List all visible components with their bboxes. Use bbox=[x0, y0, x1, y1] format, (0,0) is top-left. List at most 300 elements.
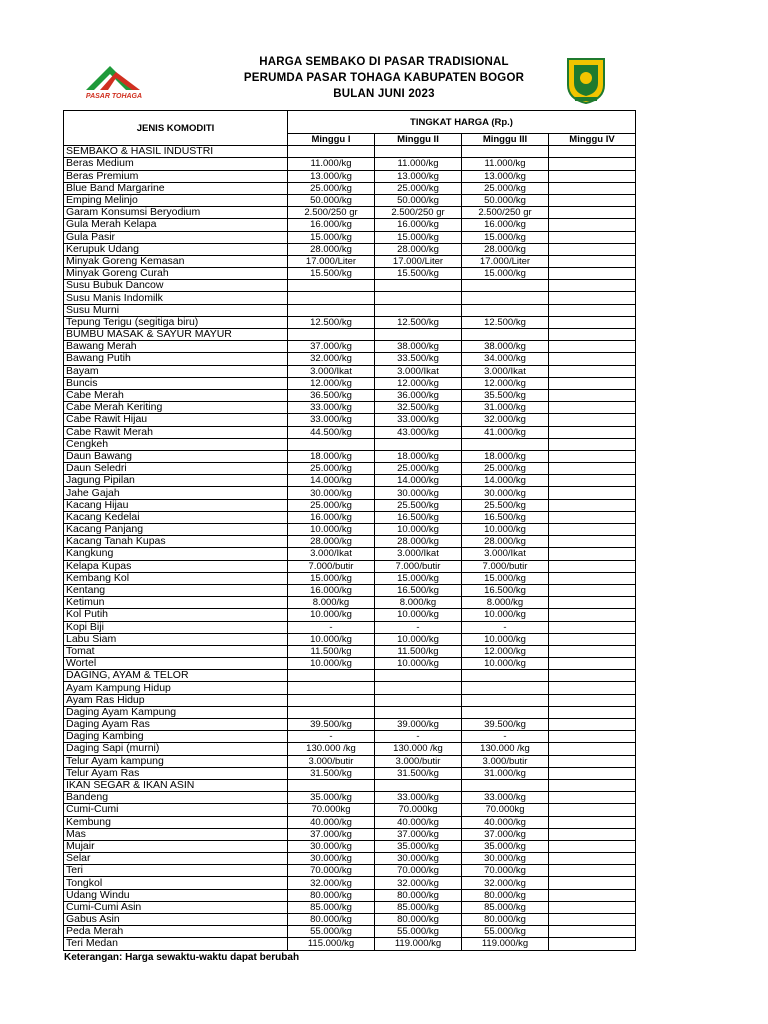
price-cell bbox=[549, 621, 636, 633]
price-cell bbox=[549, 658, 636, 670]
table-row bbox=[64, 268, 636, 280]
price-cell bbox=[462, 438, 549, 450]
price-cell bbox=[549, 597, 636, 609]
price-cell: - bbox=[375, 731, 462, 743]
commodity-name: Tepung Terigu (segitiga biru) bbox=[64, 316, 288, 328]
commodity-name: Teri bbox=[64, 865, 288, 877]
commodity-name: Teri Medan bbox=[64, 938, 288, 950]
price-cell: 3.000/butir bbox=[375, 755, 462, 767]
table-row bbox=[64, 853, 636, 865]
table-row bbox=[64, 694, 636, 706]
price-cell: 12.500/kg bbox=[375, 316, 462, 328]
price-cell bbox=[288, 304, 375, 316]
price-cell bbox=[288, 682, 375, 694]
table-row bbox=[64, 584, 636, 596]
table-row bbox=[64, 524, 636, 536]
price-cell: 34.000/kg bbox=[462, 353, 549, 365]
commodity-name: Buncis bbox=[64, 377, 288, 389]
price-cell: 33.000/kg bbox=[288, 414, 375, 426]
price-cell: 10.000/kg bbox=[462, 524, 549, 536]
price-cell: 130.000 /kg bbox=[375, 743, 462, 755]
price-cell: 25.000/kg bbox=[462, 182, 549, 194]
price-cell bbox=[549, 438, 636, 450]
price-cell bbox=[549, 633, 636, 645]
price-cell: 37.000/kg bbox=[288, 828, 375, 840]
table-row bbox=[64, 816, 636, 828]
price-cell bbox=[462, 329, 549, 341]
commodity-name: Jagung Pipilan bbox=[64, 475, 288, 487]
price-cell: 14.000/kg bbox=[462, 475, 549, 487]
table-row bbox=[64, 865, 636, 877]
table-row bbox=[64, 633, 636, 645]
price-cell: 16.000/kg bbox=[375, 219, 462, 231]
price-cell: 32.000/kg bbox=[462, 877, 549, 889]
price-cell bbox=[549, 889, 636, 901]
price-cell: 38.000/kg bbox=[375, 341, 462, 353]
table-row bbox=[64, 353, 636, 365]
commodity-name: Kembung bbox=[64, 816, 288, 828]
price-cell: 2.500/250 gr bbox=[375, 207, 462, 219]
price-cell: 18.000/kg bbox=[462, 450, 549, 462]
price-cell bbox=[375, 682, 462, 694]
price-cell: 12.500/kg bbox=[288, 316, 375, 328]
price-cell: - bbox=[462, 731, 549, 743]
price-cell: 31.500/kg bbox=[288, 767, 375, 779]
commodity-name: Wortel bbox=[64, 658, 288, 670]
commodity-name: Jahe Gajah bbox=[64, 487, 288, 499]
commodity-name: Gula Pasir bbox=[64, 231, 288, 243]
price-cell: 3.000/Ikat bbox=[462, 548, 549, 560]
price-cell bbox=[375, 670, 462, 682]
price-cell: 80.000/kg bbox=[462, 889, 549, 901]
price-cell bbox=[549, 792, 636, 804]
table-row bbox=[64, 219, 636, 231]
price-cell: 35.000/kg bbox=[375, 840, 462, 852]
commodity-name: Kembang Kol bbox=[64, 572, 288, 584]
price-cell bbox=[549, 609, 636, 621]
price-cell: 33.000/kg bbox=[375, 414, 462, 426]
table-row bbox=[64, 572, 636, 584]
price-cell: 32.000/kg bbox=[288, 353, 375, 365]
price-cell: 7.000/butir bbox=[375, 560, 462, 572]
price-cell: 16.000/kg bbox=[288, 219, 375, 231]
price-cell: 70.000/kg bbox=[462, 865, 549, 877]
price-cell bbox=[462, 146, 549, 158]
price-cell: 32.000/kg bbox=[375, 877, 462, 889]
price-cell: 44.500/kg bbox=[288, 426, 375, 438]
price-cell bbox=[462, 670, 549, 682]
price-cell: 15.500/kg bbox=[288, 268, 375, 280]
price-cell: 13.000/kg bbox=[375, 170, 462, 182]
title-line-1: HARGA SEMBAKO DI PASAR TRADISIONAL bbox=[259, 56, 509, 68]
price-cell: 50.000/kg bbox=[288, 194, 375, 206]
price-cell bbox=[375, 706, 462, 718]
price-cell: 32.000/kg bbox=[288, 877, 375, 889]
table-row bbox=[64, 170, 636, 182]
table-row bbox=[64, 511, 636, 523]
commodity-name: Daging Ayam Kampung bbox=[64, 706, 288, 718]
table-row bbox=[64, 499, 636, 511]
price-cell: 28.000/kg bbox=[462, 243, 549, 255]
price-cell: 16.500/kg bbox=[375, 584, 462, 596]
table-row bbox=[64, 828, 636, 840]
price-cell: 3.000/butir bbox=[462, 755, 549, 767]
commodity-name: Susu Manis Indomilk bbox=[64, 292, 288, 304]
price-cell bbox=[549, 207, 636, 219]
price-cell: 37.000/kg bbox=[288, 341, 375, 353]
commodity-name: Kelapa Kupas bbox=[64, 560, 288, 572]
price-cell bbox=[549, 828, 636, 840]
price-cell: 70.000/kg bbox=[288, 865, 375, 877]
table-row bbox=[64, 548, 636, 560]
commodity-name: Peda Merah bbox=[64, 926, 288, 938]
price-cell: 41.000/kg bbox=[462, 426, 549, 438]
price-cell bbox=[549, 475, 636, 487]
price-cell bbox=[549, 572, 636, 584]
table-row bbox=[64, 767, 636, 779]
price-cell: 15.500/kg bbox=[375, 268, 462, 280]
price-cell: 7.000/butir bbox=[462, 560, 549, 572]
table-row bbox=[64, 536, 636, 548]
price-cell: 40.000/kg bbox=[288, 816, 375, 828]
price-cell: 15.000/kg bbox=[375, 572, 462, 584]
price-cell bbox=[288, 280, 375, 292]
price-cell: 10.000/kg bbox=[462, 658, 549, 670]
price-cell: 11.500/kg bbox=[375, 645, 462, 657]
price-cell bbox=[549, 524, 636, 536]
price-cell bbox=[549, 840, 636, 852]
commodity-name: Bawang Merah bbox=[64, 341, 288, 353]
price-cell: 33.000/kg bbox=[288, 402, 375, 414]
table-row bbox=[64, 487, 636, 499]
price-cell: 10.000/kg bbox=[375, 633, 462, 645]
price-cell bbox=[549, 255, 636, 267]
commodity-name: Cabe Merah bbox=[64, 389, 288, 401]
price-cell bbox=[549, 536, 636, 548]
price-cell bbox=[549, 219, 636, 231]
price-cell bbox=[549, 926, 636, 938]
price-cell bbox=[462, 779, 549, 791]
price-cell bbox=[549, 779, 636, 791]
title-line-3: BULAN JUNI 2023 bbox=[333, 88, 435, 100]
commodity-name: Mas bbox=[64, 828, 288, 840]
price-cell: 17.000/Liter bbox=[462, 255, 549, 267]
table-row bbox=[64, 426, 636, 438]
price-cell: 2.500/250 gr bbox=[288, 207, 375, 219]
table-row bbox=[64, 194, 636, 206]
table-row bbox=[64, 621, 636, 633]
price-cell bbox=[375, 438, 462, 450]
price-cell: 55.000/kg bbox=[462, 926, 549, 938]
price-cell: 28.000/kg bbox=[375, 536, 462, 548]
header-week-4: Minggu IV bbox=[549, 134, 636, 146]
price-cell bbox=[549, 511, 636, 523]
price-cell: 30.000/kg bbox=[288, 853, 375, 865]
commodity-name: Bandeng bbox=[64, 792, 288, 804]
price-cell: 37.000/kg bbox=[375, 828, 462, 840]
price-cell: 40.000/kg bbox=[375, 816, 462, 828]
section-title: IKAN SEGAR & IKAN ASIN bbox=[64, 779, 288, 791]
price-cell bbox=[549, 353, 636, 365]
price-cell: 25.500/kg bbox=[462, 499, 549, 511]
price-cell: 10.000/kg bbox=[288, 609, 375, 621]
price-cell: 70.000kg bbox=[288, 804, 375, 816]
price-cell: 80.000/kg bbox=[375, 889, 462, 901]
section-row bbox=[64, 779, 636, 791]
price-cell: 36.500/kg bbox=[288, 389, 375, 401]
price-cell: 10.000/kg bbox=[375, 524, 462, 536]
table-row bbox=[64, 463, 636, 475]
table-row bbox=[64, 389, 636, 401]
price-cell: 70.000kg bbox=[375, 804, 462, 816]
table-row bbox=[64, 719, 636, 731]
table-row bbox=[64, 645, 636, 657]
price-cell: - bbox=[288, 731, 375, 743]
price-cell: - bbox=[288, 621, 375, 633]
header-week-3: Minggu III bbox=[462, 134, 549, 146]
price-cell: 10.000/kg bbox=[375, 609, 462, 621]
price-cell bbox=[375, 779, 462, 791]
price-cell bbox=[375, 292, 462, 304]
table-row bbox=[64, 755, 636, 767]
price-cell bbox=[549, 194, 636, 206]
price-cell bbox=[375, 280, 462, 292]
price-cell bbox=[549, 719, 636, 731]
price-cell: 17.000/Liter bbox=[288, 255, 375, 267]
table-row bbox=[64, 292, 636, 304]
commodity-name: Beras Medium bbox=[64, 158, 288, 170]
commodity-name: Tomat bbox=[64, 645, 288, 657]
section-row bbox=[64, 670, 636, 682]
price-cell bbox=[549, 865, 636, 877]
price-cell: 31.000/kg bbox=[462, 402, 549, 414]
price-cell: 8.000/kg bbox=[375, 597, 462, 609]
price-cell: 10.000/kg bbox=[375, 658, 462, 670]
price-cell: 80.000/kg bbox=[375, 914, 462, 926]
price-cell: 130.000 /kg bbox=[462, 743, 549, 755]
price-cell: 33.000/kg bbox=[375, 792, 462, 804]
price-cell: 85.000/kg bbox=[375, 901, 462, 913]
price-cell bbox=[288, 694, 375, 706]
commodity-name: Susu Bubuk Dancow bbox=[64, 280, 288, 292]
commodity-name: Tongkol bbox=[64, 877, 288, 889]
price-cell: 119.000/kg bbox=[462, 938, 549, 950]
commodity-name: Minyak Goreng Curah bbox=[64, 268, 288, 280]
commodity-name: Garam Konsumsi Beryodium bbox=[64, 207, 288, 219]
price-cell bbox=[462, 694, 549, 706]
document-header bbox=[0, 0, 768, 110]
price-cell bbox=[549, 853, 636, 865]
price-cell: 39.500/kg bbox=[462, 719, 549, 731]
price-cell: 15.000/kg bbox=[288, 231, 375, 243]
price-cell bbox=[375, 694, 462, 706]
commodity-name: Telur Ayam kampung bbox=[64, 755, 288, 767]
price-cell bbox=[288, 670, 375, 682]
price-cell: 30.000/kg bbox=[288, 840, 375, 852]
table-row bbox=[64, 231, 636, 243]
commodity-name: Bawang Putih bbox=[64, 353, 288, 365]
price-cell: 55.000/kg bbox=[288, 926, 375, 938]
price-cell bbox=[549, 158, 636, 170]
price-cell bbox=[549, 694, 636, 706]
table-row bbox=[64, 792, 636, 804]
price-cell: 25.000/kg bbox=[288, 499, 375, 511]
price-cell bbox=[549, 365, 636, 377]
price-cell: 25.500/kg bbox=[375, 499, 462, 511]
price-cell: 25.000/kg bbox=[462, 463, 549, 475]
price-cell: 28.000/kg bbox=[288, 243, 375, 255]
price-cell: 11.000/kg bbox=[375, 158, 462, 170]
price-cell: 15.000/kg bbox=[375, 231, 462, 243]
table-row bbox=[64, 731, 636, 743]
price-cell bbox=[549, 560, 636, 572]
price-cell bbox=[549, 548, 636, 560]
commodity-name: Daun Bawang bbox=[64, 450, 288, 462]
price-cell bbox=[549, 292, 636, 304]
price-cell bbox=[549, 341, 636, 353]
price-cell bbox=[549, 243, 636, 255]
price-cell: 80.000/kg bbox=[288, 914, 375, 926]
logo-text: PASAR TOHAGA bbox=[85, 93, 143, 100]
commodity-name: Ketimun bbox=[64, 597, 288, 609]
price-cell: 12.000/kg bbox=[462, 377, 549, 389]
commodity-name: Cabe Rawit Merah bbox=[64, 426, 288, 438]
price-cell: 16.000/kg bbox=[462, 219, 549, 231]
commodity-name: Udang Windu bbox=[64, 889, 288, 901]
table-row bbox=[64, 926, 636, 938]
price-cell: 8.000/kg bbox=[462, 597, 549, 609]
price-cell bbox=[288, 438, 375, 450]
table-row bbox=[64, 316, 636, 328]
price-cell: 3.000/Ikat bbox=[462, 365, 549, 377]
commodity-name: Blue Band Margarine bbox=[64, 182, 288, 194]
commodity-name: Daun Seledri bbox=[64, 463, 288, 475]
price-cell: 32.000/kg bbox=[462, 414, 549, 426]
price-cell: 38.000/kg bbox=[462, 341, 549, 353]
commodity-name: Daging Sapi (murni) bbox=[64, 743, 288, 755]
table-row bbox=[64, 207, 636, 219]
price-cell: 10.000/kg bbox=[288, 658, 375, 670]
price-cell: 35.000/kg bbox=[288, 792, 375, 804]
price-cell: 3.000/Ikat bbox=[375, 548, 462, 560]
price-cell: 119.000/kg bbox=[375, 938, 462, 950]
price-cell bbox=[549, 170, 636, 182]
price-cell: - bbox=[462, 621, 549, 633]
price-cell: 25.000/kg bbox=[288, 463, 375, 475]
table-row bbox=[64, 280, 636, 292]
price-cell: 15.000/kg bbox=[462, 572, 549, 584]
header-tingkat-harga: TINGKAT HARGA (Rp.) bbox=[288, 111, 636, 134]
header-week-1: Minggu I bbox=[288, 134, 375, 146]
table-row bbox=[64, 304, 636, 316]
price-cell bbox=[549, 329, 636, 341]
price-cell: 50.000/kg bbox=[462, 194, 549, 206]
price-table bbox=[63, 110, 636, 951]
commodity-name: Kacang Tanah Kupas bbox=[64, 536, 288, 548]
table-row bbox=[64, 365, 636, 377]
table-row bbox=[64, 243, 636, 255]
price-cell: 10.000/kg bbox=[462, 609, 549, 621]
commodity-name: Kacang Hijau bbox=[64, 499, 288, 511]
price-cell: 25.000/kg bbox=[288, 182, 375, 194]
price-cell bbox=[549, 316, 636, 328]
price-cell: 2.500/250 gr bbox=[462, 207, 549, 219]
price-cell: 28.000/kg bbox=[375, 243, 462, 255]
price-cell bbox=[288, 329, 375, 341]
table-row bbox=[64, 658, 636, 670]
price-cell: 30.000/kg bbox=[288, 487, 375, 499]
commodity-name: Susu Murni bbox=[64, 304, 288, 316]
price-cell: 7.000/butir bbox=[288, 560, 375, 572]
table-row bbox=[64, 804, 636, 816]
price-cell: 18.000/kg bbox=[375, 450, 462, 462]
price-cell bbox=[462, 682, 549, 694]
price-cell: 39.000/kg bbox=[375, 719, 462, 731]
table-row bbox=[64, 914, 636, 926]
table-row bbox=[64, 877, 636, 889]
price-cell bbox=[549, 731, 636, 743]
price-cell: 35.000/kg bbox=[462, 840, 549, 852]
commodity-name: Labu Siam bbox=[64, 633, 288, 645]
commodity-name: Bayam bbox=[64, 365, 288, 377]
price-cell bbox=[549, 755, 636, 767]
title-line-2: PERUMDA PASAR TOHAGA KABUPATEN BOGOR bbox=[243, 72, 525, 84]
price-cell bbox=[549, 682, 636, 694]
price-cell bbox=[462, 706, 549, 718]
price-cell: 18.000/kg bbox=[288, 450, 375, 462]
price-cell bbox=[549, 402, 636, 414]
price-cell bbox=[549, 767, 636, 779]
price-cell bbox=[549, 670, 636, 682]
price-cell bbox=[549, 146, 636, 158]
table-row bbox=[64, 889, 636, 901]
price-cell: 16.500/kg bbox=[462, 511, 549, 523]
price-cell bbox=[549, 182, 636, 194]
price-cell: 15.000/kg bbox=[462, 268, 549, 280]
table-row bbox=[64, 706, 636, 718]
price-cell: 8.000/kg bbox=[288, 597, 375, 609]
commodity-name: Cumi-Cumi bbox=[64, 804, 288, 816]
price-cell: 25.000/kg bbox=[375, 182, 462, 194]
price-cell: 30.000/kg bbox=[375, 487, 462, 499]
price-cell: 36.000/kg bbox=[375, 389, 462, 401]
commodity-name: Daging Kambing bbox=[64, 731, 288, 743]
commodity-name: Kacang Kedelai bbox=[64, 511, 288, 523]
price-cell: 10.000/kg bbox=[288, 633, 375, 645]
price-cell bbox=[549, 914, 636, 926]
price-cell bbox=[549, 463, 636, 475]
price-cell: 30.000/kg bbox=[462, 853, 549, 865]
price-cell: 80.000/kg bbox=[462, 914, 549, 926]
price-cell bbox=[549, 645, 636, 657]
price-cell: 12.000/kg bbox=[288, 377, 375, 389]
price-cell bbox=[375, 304, 462, 316]
price-cell bbox=[288, 779, 375, 791]
price-cell: 37.000/kg bbox=[462, 828, 549, 840]
table-row bbox=[64, 414, 636, 426]
price-cell: 11.000/kg bbox=[462, 158, 549, 170]
commodity-name: Selar bbox=[64, 853, 288, 865]
commodity-name: Ayam Kampung Hidup bbox=[64, 682, 288, 694]
price-cell: 16.000/kg bbox=[288, 584, 375, 596]
price-cell: 17.000/Liter bbox=[375, 255, 462, 267]
price-cell: 12.500/kg bbox=[462, 316, 549, 328]
price-cell: - bbox=[375, 621, 462, 633]
price-cell: 3.000/Ikat bbox=[288, 365, 375, 377]
price-cell bbox=[375, 329, 462, 341]
header-jenis-komoditi: JENIS KOMODITI bbox=[64, 111, 288, 146]
price-cell: 12.000/kg bbox=[375, 377, 462, 389]
